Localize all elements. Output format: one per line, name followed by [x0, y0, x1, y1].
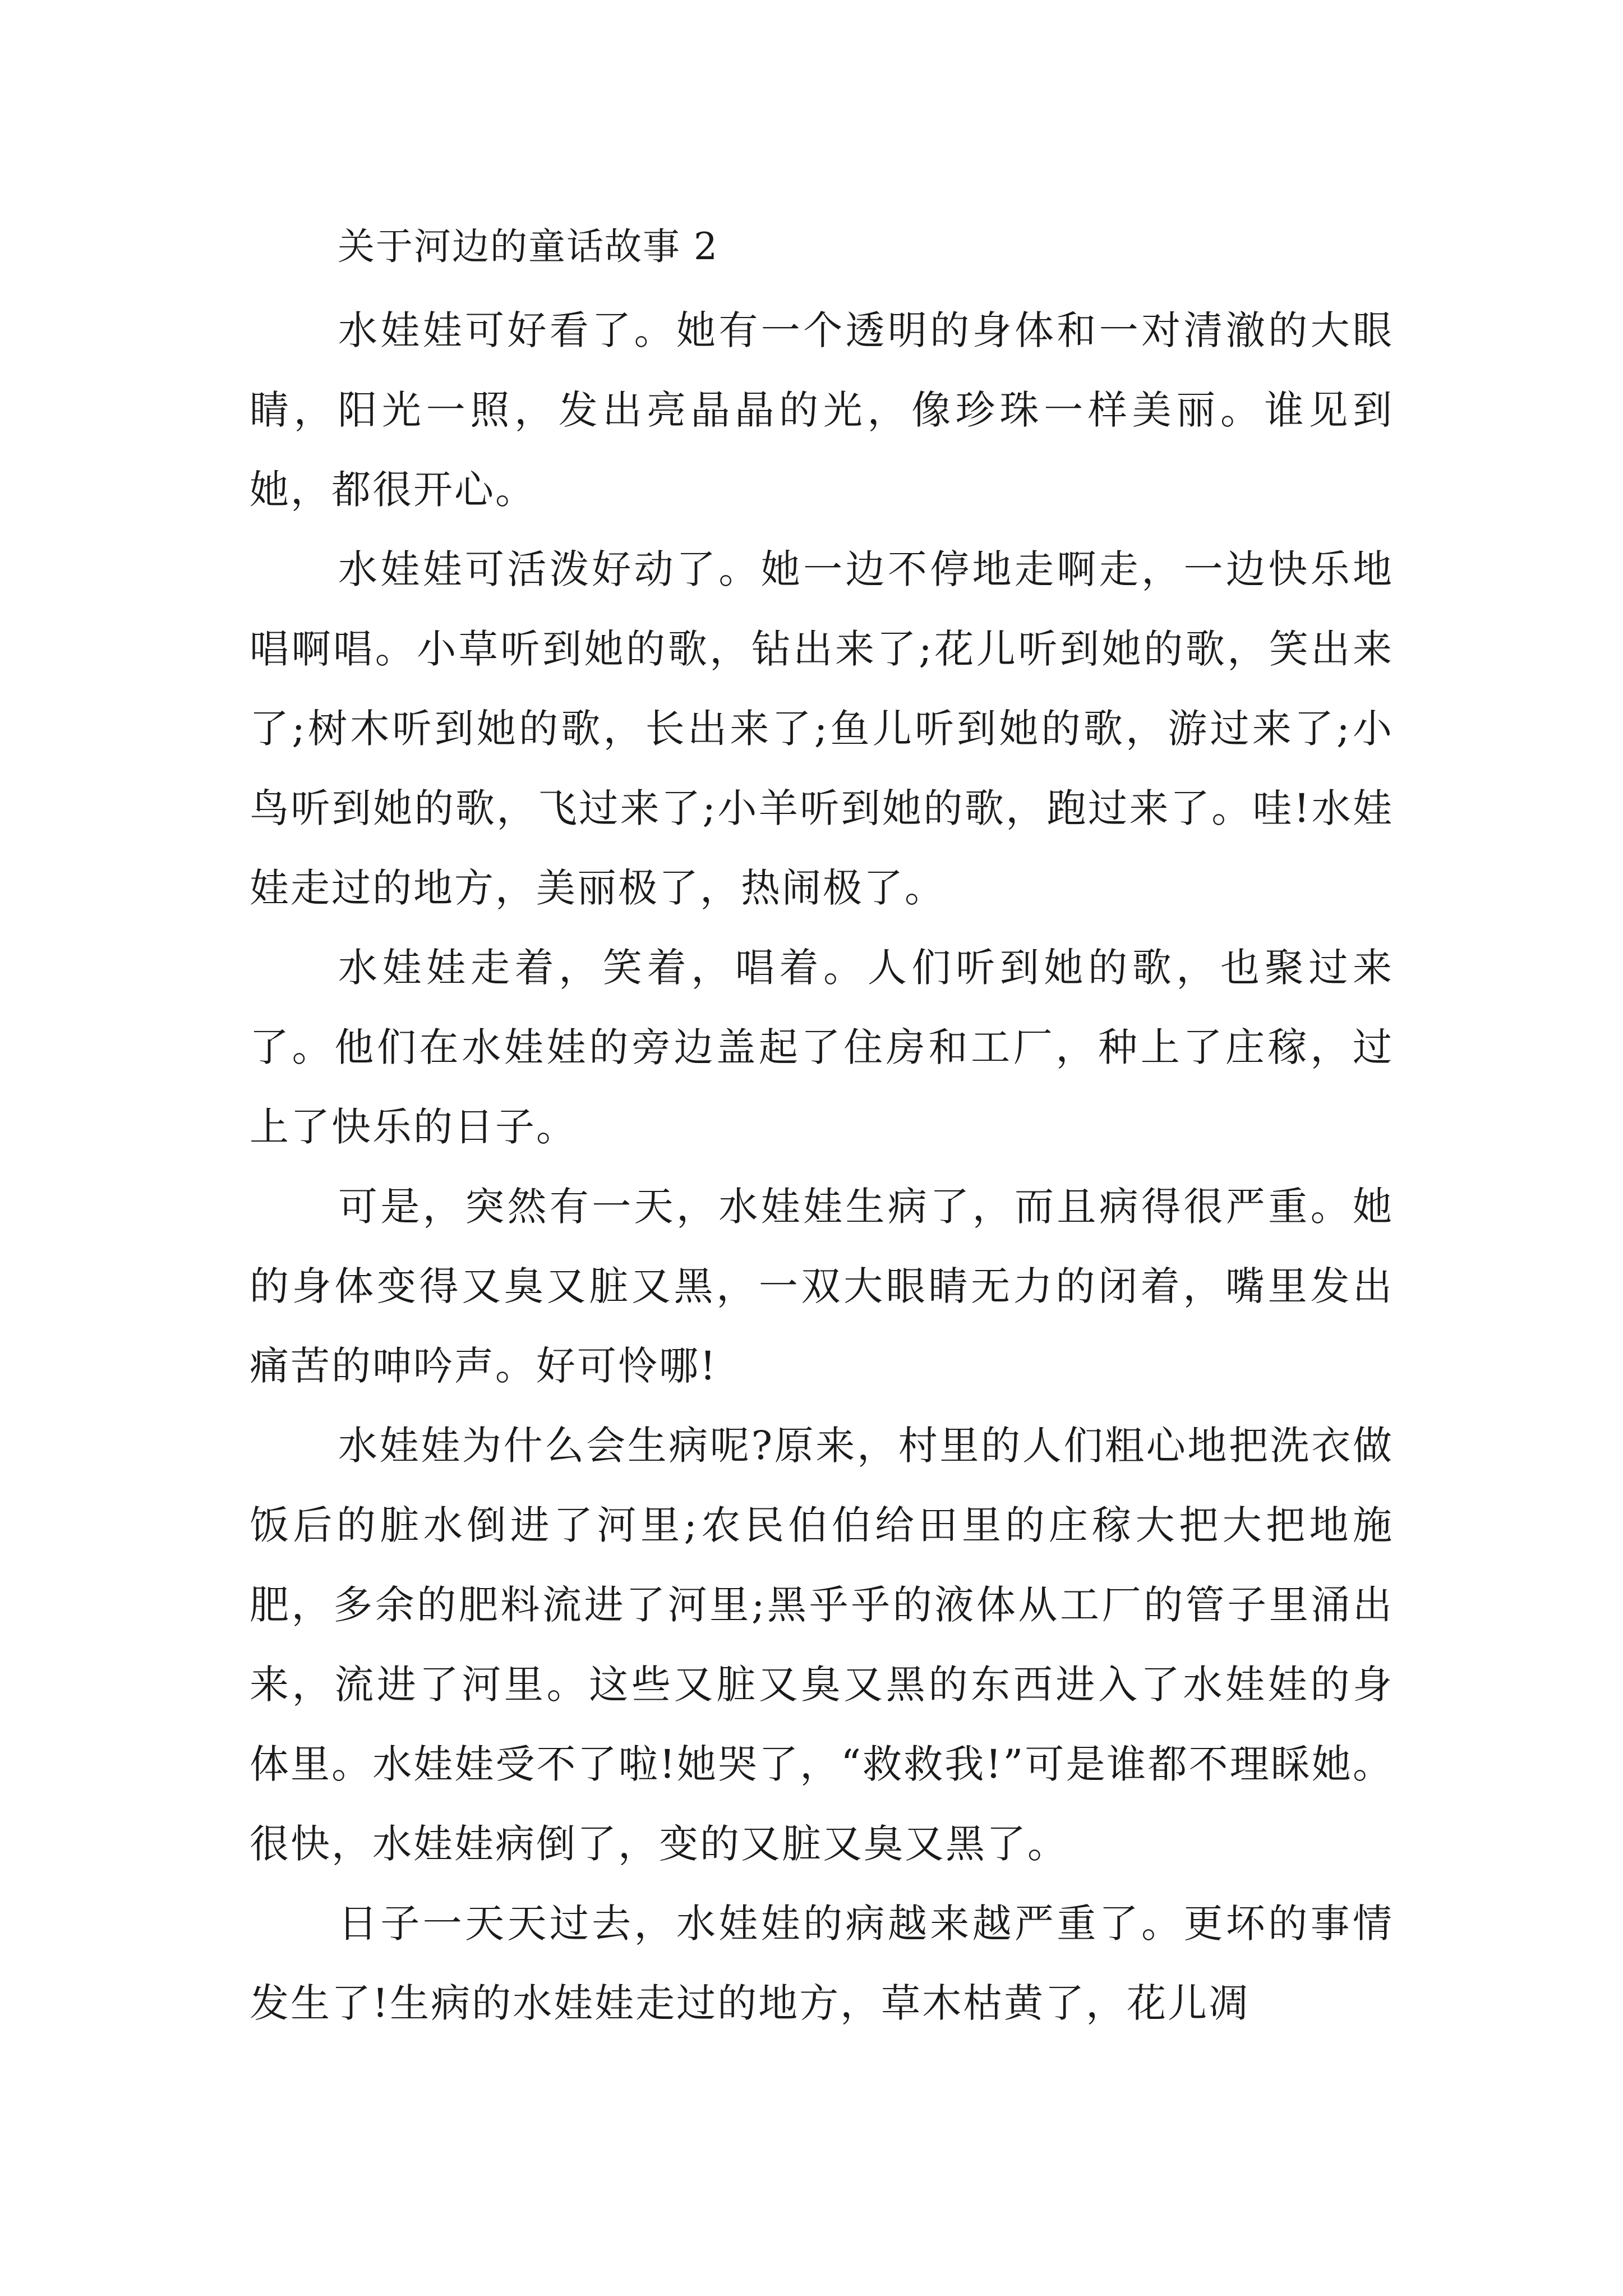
- document-body: [250, 291, 1394, 2043]
- paragraph-2: 水娃娃可活泼好动了。她一边不停地走啊走，一边快乐地唱啊唱。小草听到她的歌，钻出来了;花儿听到她的歌，笑出来了;树木听到她的歌，长出来了;鱼儿听到她的歌，游过来了;小鸟听到她的歌，飞过来了;小羊听到她的歌，跑过来了。哇!水娃娃走过的地方，美丽极了，热闹极了。: [250, 546, 1394, 911]
- paragraph-1: 水娃娃可好看了。她有一个透明的身体和一对清澈的大眼睛，阳光一照，发出亮晶晶的光，像珍珠一样美丽。谁见到她，都很开心。: [250, 307, 1394, 513]
- paragraph-6: 日子一天天过去，水娃娃的病越来越严重了。更坏的事情发生了!生病的水娃娃走过的地方，草木枯黄了，花儿凋: [250, 1901, 1394, 2026]
- paragraph-3: 水娃娃走着，笑着，唱着。人们听到她的歌，也聚过来了。他们在水娃娃的旁边盖起了住房和工厂，种上了庄稼，过上了快乐的日子。: [250, 945, 1394, 1150]
- paragraph-4: 可是，突然有一天，水娃娃生病了，而且病得很严重。她的身体变得又臭又脏又黑，一双大眼睛无力的闭着，嘴里发出痛苦的呻吟声。好可怜哪!: [250, 1184, 1394, 1389]
- document-title: 关于河边的童话故事 2: [338, 225, 718, 268]
- paragraph-5: 水娃娃为什么会生病呢?原来，村里的人们粗心地把洗衣做饭后的脏水倒进了河里;农民伯伯给田里的庄稼大把大把地施肥，多余的肥料流进了河里;黑乎乎的液体从工厂的管子里涌出来，流进了河里。这些又脏又臭又黑的东西进入了水娃娃的身体里。水娃娃受不了啦!她哭了，“救救我!”可是谁都不理睬她。很快，水娃娃病倒了，变的又脏又臭又黑了。: [250, 1423, 1394, 1867]
